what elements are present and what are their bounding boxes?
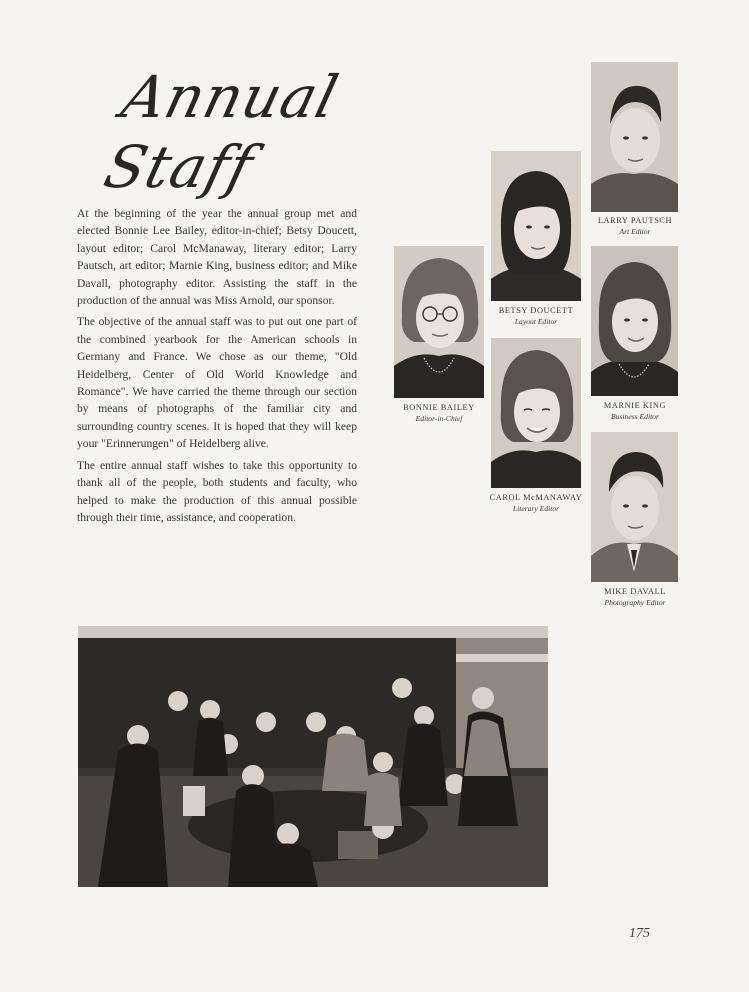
caption-larry-pautsch: LARRY PAUTSCH Art Editor [597, 216, 673, 236]
portrait-marnie-king [591, 246, 678, 396]
page-number: 175 [629, 926, 650, 941]
paragraph-2: The objective of the annual staff was to put out one part of the combined yearbook for the American schools in Germany and France. We chose as our theme, "Old Heidelberg, Center of Old World Knowledge and Romance". We have carried the theme through our section by means of photographs of the familiar city and surrounding country scenes. It is hoped that they will keep your "Erinnerungen" of Heidelberg alive. [77, 315, 357, 451]
portrait-larry-pautsch [591, 62, 678, 212]
caption-bonnie-bailey: BONNIE BAILEY Editor-in-Chief [403, 403, 475, 423]
group-photo [78, 626, 548, 887]
caption-carol-mcmanaway: CAROL McMANAWAY Literary Editor [489, 493, 583, 513]
portrait-bonnie-bailey [394, 246, 484, 398]
caption-marnie-king: MARNIE KING Business Editor [603, 401, 667, 421]
portrait-mike-davall [591, 432, 678, 582]
caption-mike-davall: MIKE DAVALL Photography Editor [604, 587, 666, 607]
paragraph-3: The entire annual staff wishes to take this opportunity to thank all of the people, both students and faculty, who helped to make the production of this annual possible through their time, assistance, and cooperation. [77, 458, 357, 524]
caption-betsy-doucett: BETSY DOUCETT Layout Editor [498, 306, 574, 326]
staff-description [77, 205, 357, 530]
portrait-betsy-doucett [491, 151, 581, 301]
page-title: Annual Staff [97, 63, 346, 201]
portrait-carol-mcmanaway [491, 338, 581, 488]
paragraph-1: At the beginning of the year the annual group met and elected Bonnie Lee Bailey, editor-in-chief; Betsy Doucett, layout editor; Carol McManaway, literary editor; Larry Pautsch, art editor; Marnie King, business editor; and Mike Davall, photography editor. Assisting the staff in the production of the annual was Miss Arnold, our sponsor. [77, 207, 357, 308]
